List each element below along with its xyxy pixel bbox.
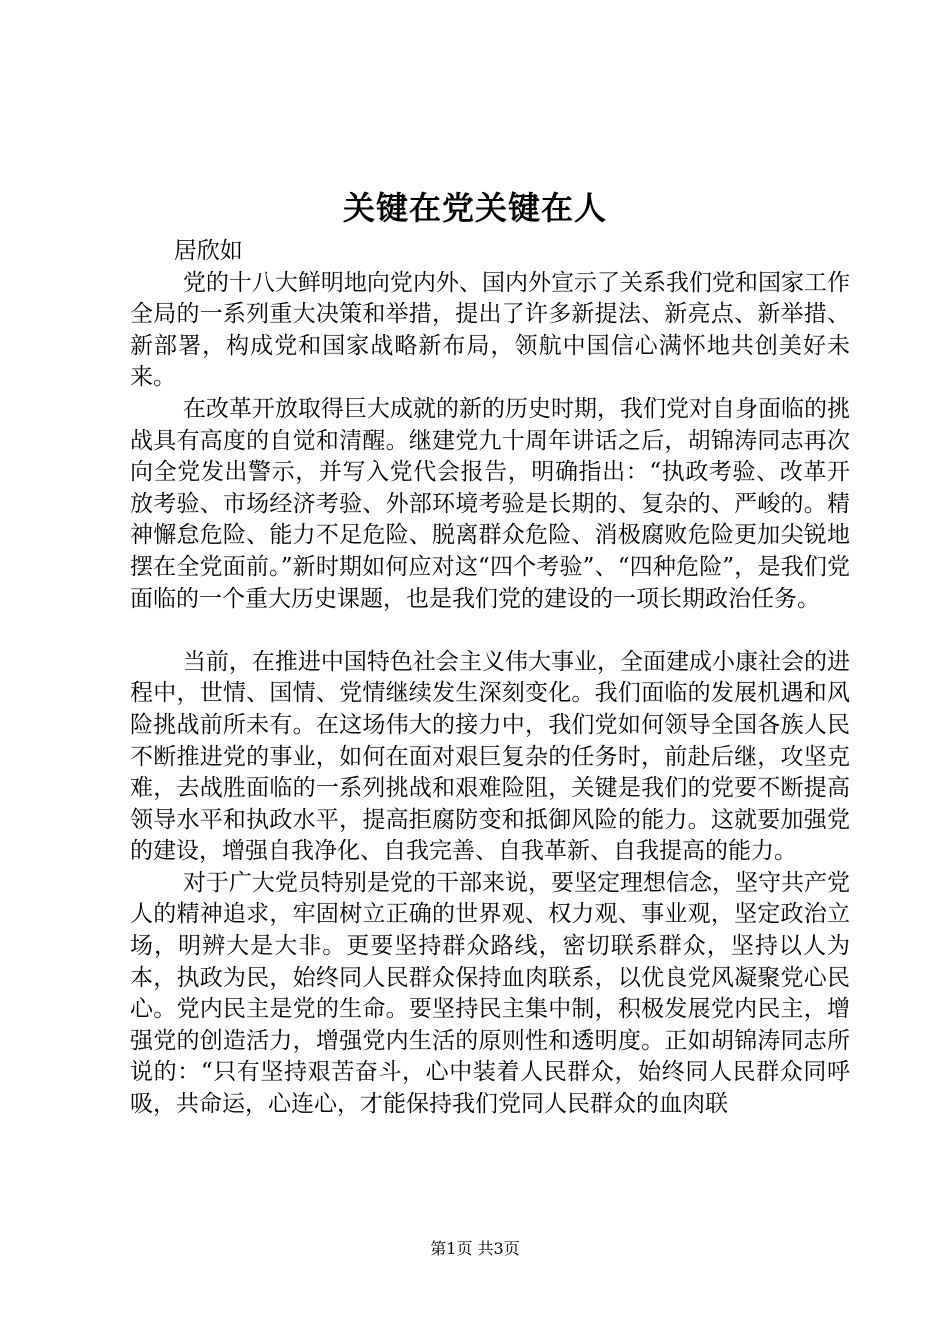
document-body (130, 236, 850, 1121)
paragraph-2: 在改革开放取得巨大成就的新的历史时期，我们党对自身面临的挑战具有高度的自觉和清醒。继建党九十周年讲话之后，胡锦涛同志再次向全党发出警示，并写入党代会报告，明确指出：“执政考验、改革开放考验、市场经济考验、外部环境考验是长期的、复杂的、严峻的。精神懈怠危险、能力不足危险、脱离群众危险、消极腐败危险更加尖锐地摆在全党面前。”新时期如何应对这“四个考验”、“四种危险”，是我们党面临的一个重大历史课题，也是我们党的建设的一项长期政治任务。 (130, 395, 850, 612)
paragraph-3: 当前，在推进中国特色社会主义伟大事业，全面建成小康社会的进程中，世情、国情、党情继续发生深刻变化。我们面临的发展机遇和风险挑战前所未有。在这场伟大的接力中，我们党如何领导全国各族人民不断推进党的事业，如何在面对艰巨复杂的任务时，前赴后继，攻坚克难，去战胜面临的一系列挑战和艰难险阻，关键是我们的党要不断提高领导水平和执政水平，提高拒腐防变和抵御风险的能力。这就要加强党的建设，增强自我净化、自我完善、自我革新、自我提高的能力。 (130, 648, 850, 865)
document-title: 关键在党关键在人 (342, 189, 607, 227)
page-footer: 第1页 共3页 (430, 1239, 520, 1258)
paragraph-1: 党的十八大鲜明地向党内外、国内外宣示了关系我们党和国家工作全局的一系列重大决策和举措，提出了许多新提法、新亮点、新举措、新部署，构成党和国家战略新布局，领航中国信心满怀地共创美好未来。 (130, 269, 850, 391)
paragraph-4: 对于广大党员特别是党的干部来说，要坚定理想信念，坚守共产党人的精神追求，牢固树立正确的世界观、权力观、事业观，坚定政治立场，明辨大是大非。更要坚持群众路线，密切联系群众，坚持以人为本，执政为民，始终同人民群众保持血肉联系，以优良党风凝聚党心民心。党内民主是党的生命。要坚持民主集中制，积极发展党内民主，增强党的创造活力，增强党内生活的原则性和透明度。正如胡锦涛同志所说的：“只有坚持艰苦奋斗，心中装着人民群众，始终同人民群众同呼吸，共命运，心连心，才能保持我们党同人民群众的血肉联 (130, 869, 850, 1118)
author-name: 居欣如 (173, 238, 243, 264)
